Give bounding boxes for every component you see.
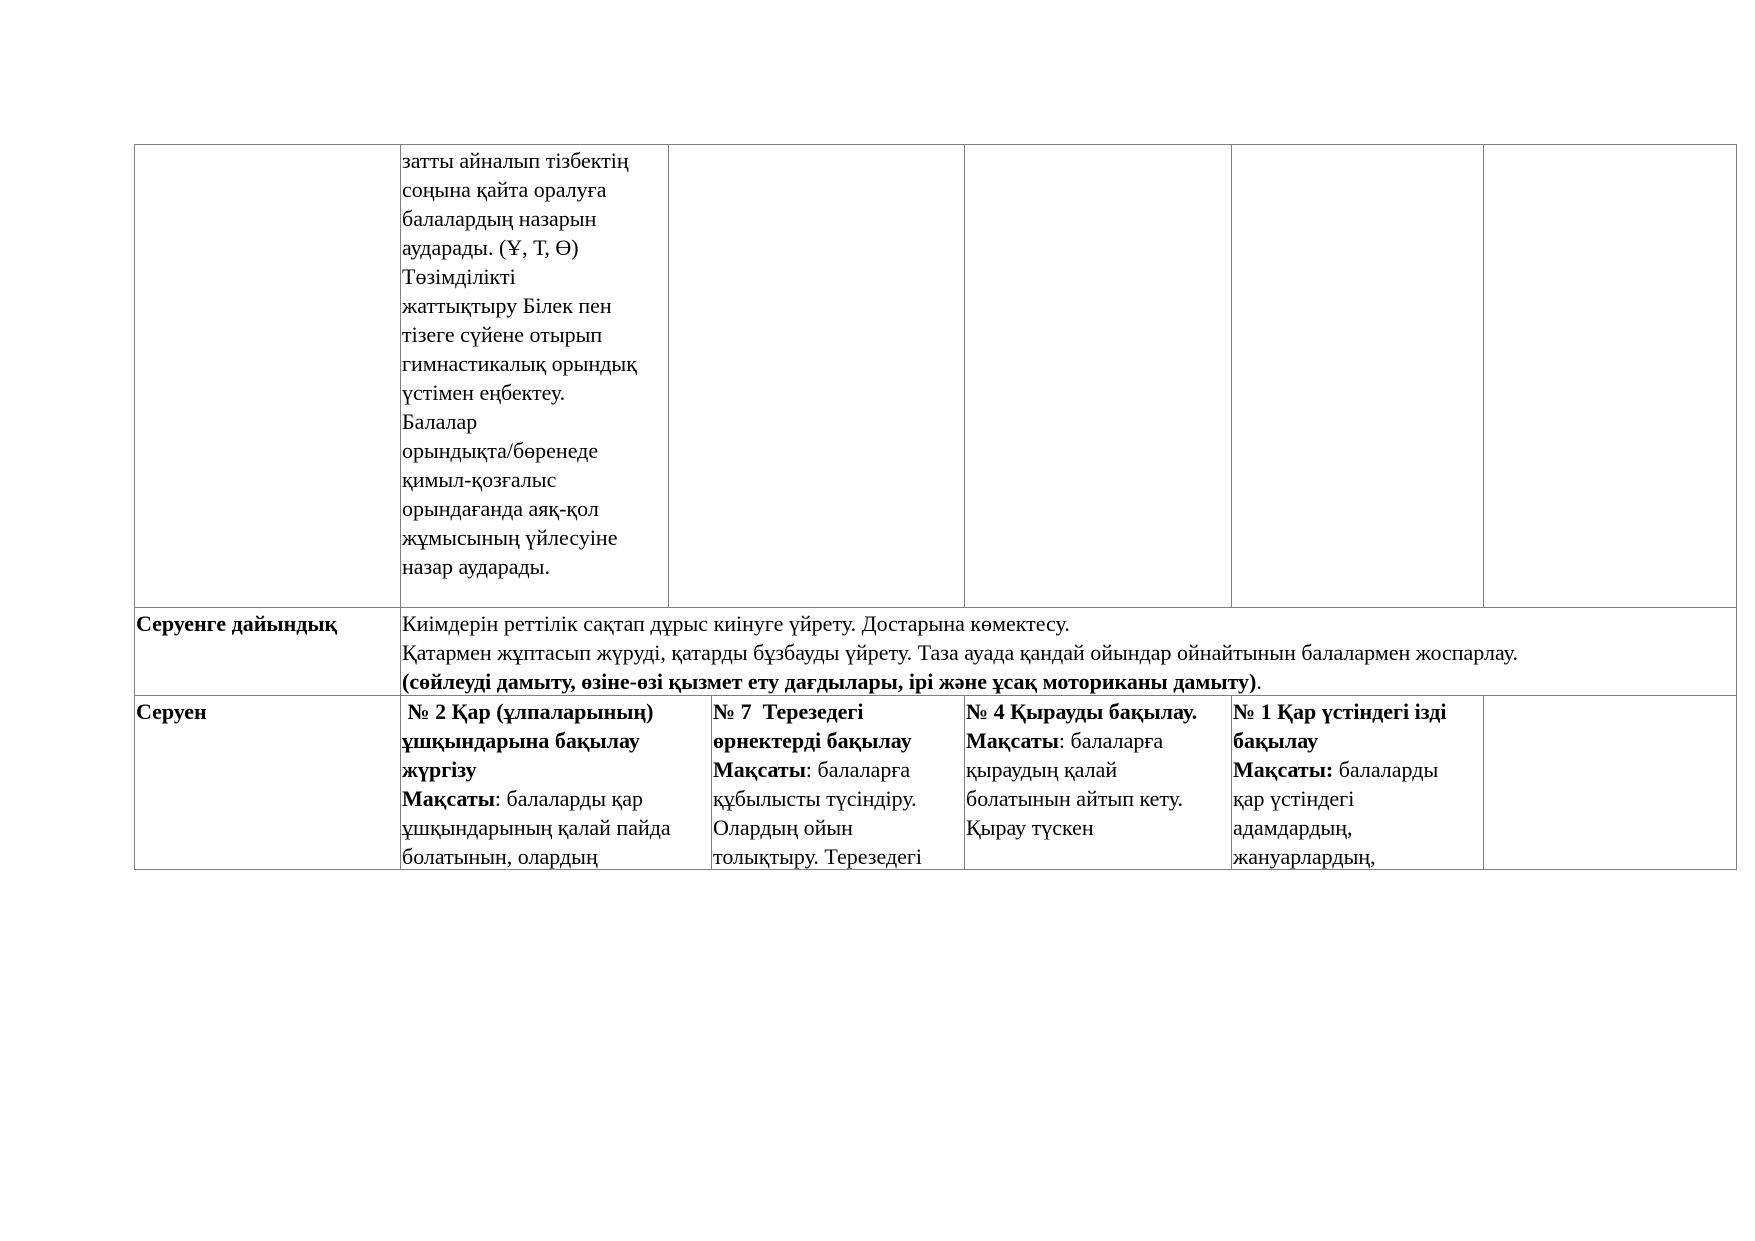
col3-goal-label: Мақсаты	[966, 728, 1059, 753]
row2-line-3-tail: .	[1256, 669, 1262, 694]
row1-line: орындағанда аяқ-қол	[402, 496, 599, 521]
row3-col1-cell	[400, 695, 712, 870]
col2-goal-text: : балаларға	[805, 757, 911, 782]
row2-content-cell	[400, 607, 1737, 696]
col3-text-line: болатынын айтып кету.	[966, 786, 1184, 811]
col3-title-line: № 4 Қырауды бақылау.	[966, 699, 1198, 724]
row1-line: қимыл-қозғалыс	[402, 467, 557, 492]
row1-cell-5	[1483, 144, 1737, 608]
col2-text-line: құбылысты түсіндіру.	[713, 786, 917, 811]
col3-text-line: қыраудың қалай	[966, 757, 1118, 782]
row1-cell-4	[1231, 144, 1484, 608]
col2-goal-label: Мақсаты	[713, 757, 806, 782]
col2-text-line: Олардың ойын	[713, 815, 853, 840]
row1-cell-2	[668, 144, 965, 608]
col4-title-line: бақылау	[1233, 728, 1319, 753]
col2-text-line: толықтыру. Терезедегі	[713, 844, 923, 869]
col4-title-line: № 1 Қар үстіндегі ізді	[1233, 699, 1447, 724]
row3-label-cell	[134, 695, 401, 870]
row1-line: Балалар	[402, 409, 478, 434]
row2-label-cell	[134, 607, 401, 696]
row3-col5-cell	[1483, 695, 1737, 870]
col4-goal-text: балаларды	[1333, 757, 1439, 782]
col2-title-line: өрнектерді бақылау	[713, 728, 912, 753]
col4-text-line: адамдардың,	[1233, 815, 1353, 840]
col2-goal-line	[713, 755, 962, 784]
col2-title-line: № 7 Терезедегі	[713, 699, 864, 724]
row2-line-3	[402, 667, 1734, 696]
row1-line: орындықта/бөренеде	[402, 438, 599, 463]
row2-line-1: Киімдерін реттілік сақтап дұрыс киінуге үйрету. Достарына көмектесу.	[402, 611, 1070, 636]
col1-text-line: ұшқындарының қалай пайда	[402, 815, 671, 840]
walk-prep-label: Серуенге дайындық	[136, 611, 338, 636]
col1-title-line: жүргізу	[402, 757, 477, 782]
row1-line: жұмысының үйлесуіне	[402, 525, 618, 550]
row1-line: балалардың назарын	[402, 206, 597, 231]
row1-line: аударады. (Ұ, Т, Ө)	[402, 235, 579, 260]
col4-text-line: жануарлардың,	[1233, 844, 1376, 869]
walk-label: Серуен	[136, 699, 207, 724]
row1-label-cell	[134, 144, 401, 608]
row3-col2-cell	[711, 695, 965, 870]
row1-line: гимнастикалық орындық	[402, 351, 637, 376]
col3-goal-line	[966, 726, 1229, 755]
col1-goal-line	[402, 784, 709, 813]
col1-goal-label: Мақсаты	[402, 786, 495, 811]
row1-line: назар аударады.	[402, 554, 550, 579]
row1-cell-3	[964, 144, 1232, 608]
col3-text-line: Қырау түскен	[966, 815, 1094, 840]
row3-col3-cell	[964, 695, 1232, 870]
row1-line: Төзімділікті	[402, 264, 516, 289]
col4-goal-label: Мақсаты:	[1233, 757, 1334, 782]
row1-content-cell	[400, 144, 669, 608]
row2-line-3-bold: (сөйлеуді дамыту, өзіне-өзі қызмет ету дағдылары, ірі және ұсақ моториканы дамыту)	[402, 669, 1257, 694]
row1-line: затты айналып тізбектің	[402, 148, 629, 173]
row3-col4-cell	[1231, 695, 1484, 870]
col3-goal-text: : балаларға	[1058, 728, 1164, 753]
row1-line: үстімен еңбектеу.	[402, 380, 566, 405]
col4-text-line: қар үстіндегі	[1233, 786, 1355, 811]
col1-goal-text: : балаларды қар	[494, 786, 643, 811]
col1-title-line: № 2 Қар (ұлпаларының)	[402, 699, 654, 724]
col1-text-line: болатынын, олардың	[402, 844, 598, 869]
row1-line: тізеге сүйене отырып	[402, 322, 603, 347]
col4-goal-line	[1233, 755, 1481, 784]
row1-line: соңына қайта оралуға	[402, 177, 607, 202]
row1-line: жаттықтыру Білек пен	[402, 293, 612, 318]
col1-title-line: ұшқындарына бақылау	[402, 728, 640, 753]
row2-line-2: Қатармен жұптасып жүруді, қатарды бұзбауды үйрету. Таза ауада қандай ойындар ойнайтынын балалармен жоспарлау.	[402, 640, 1518, 665]
